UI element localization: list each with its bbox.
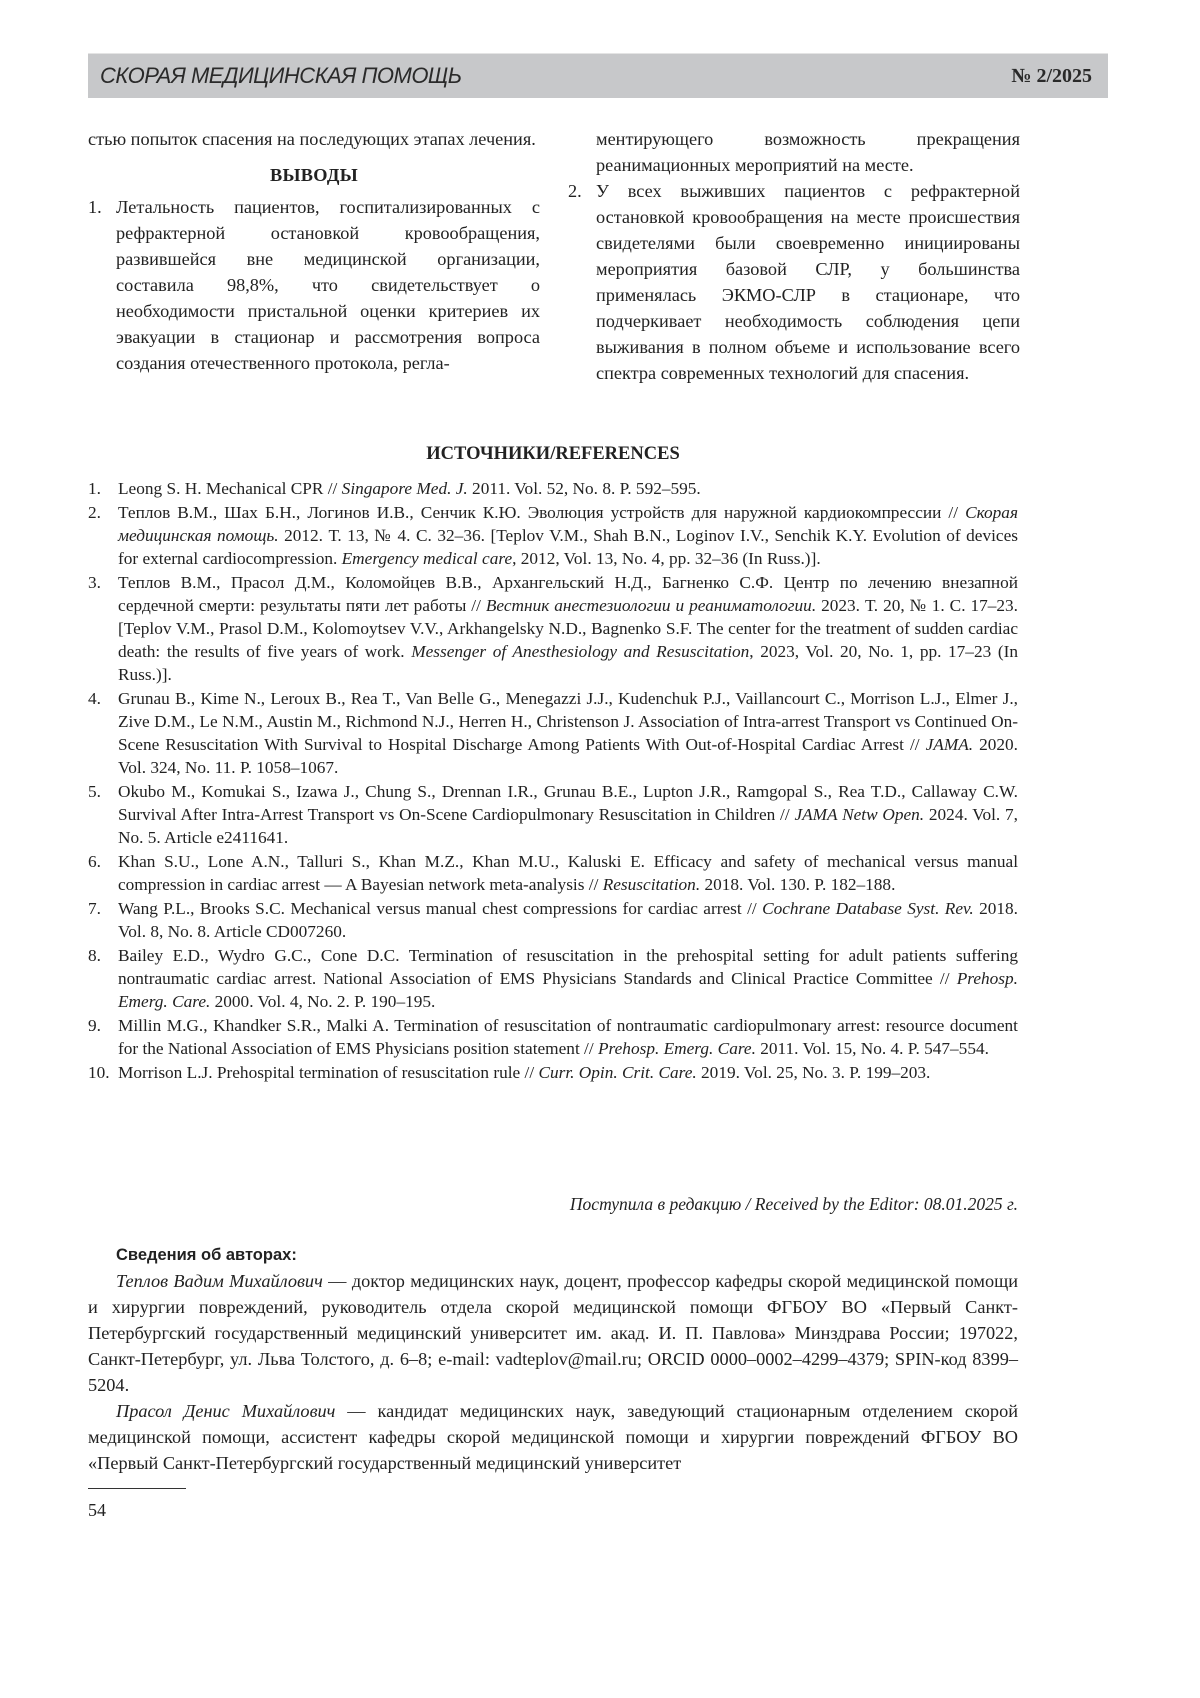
authors-heading: Сведения об авторах:	[88, 1242, 1018, 1268]
reference-source: JAMA.	[926, 735, 974, 754]
reference-source: Emergency medical care	[342, 549, 513, 568]
reference-text: Khan S.U., Lone A.N., Talluri S., Khan M.Z., Khan M.U., Kaluski E. Efficacy and safety of mechanical versus manual compression in cardiac arrest — A Bayesian network meta-analysis //	[118, 852, 1018, 894]
reference-number: 6.	[88, 850, 101, 873]
reference-text: Leong S. H. Mechanical CPR //	[118, 479, 342, 498]
reference-source: Resuscitation.	[603, 875, 700, 894]
reference-text: Wang P.L., Brooks S.C. Mechanical versus manual chest compressions for cardiac arrest //	[118, 899, 762, 918]
reference-text: 2011. Vol. 52, No. 8. P. 592–595.	[468, 479, 701, 498]
reference-source: JAMA Netw Open.	[794, 805, 924, 824]
reference-number: 7.	[88, 897, 101, 920]
reference-item	[88, 780, 1018, 849]
item-text: Летальность пациентов, госпитализированных с рефрактерной остановкой кровообращения, развившейся вне медицинской организации, составила 98,8%, что свидетельствует о необходимости пристальной оценки критериев их эвакуации в стационар и рассмотрения вопроса создания отечественного протокола, регла-	[116, 197, 540, 373]
reference-text: Теплов В.М., Шах Б.Н., Логинов И.В., Сенчик К.Ю. Эволюция устройств для наружной кардиокомпрессии //	[118, 503, 965, 522]
reference-text: 2020. Vol. 324, No. 11. P. 1058–1067.	[118, 735, 1018, 777]
author-name: Прасол Денис Михайлович	[116, 1401, 335, 1421]
reference-item	[88, 897, 1018, 943]
reference-text: 2018. Vol. 130. P. 182–188.	[700, 875, 895, 894]
author-details: — доктор медицинских наук, доцент, профессор кафедры скорой медицинской помощи и хирургии повреждений, руководитель отдела скорой медицинской помощи ФГБОУ ВО «Первый Санкт-Петербургский государственный медицинский университет им. акад. И. П. Павлова» Минздрава России; 197022, Санкт-Петербург, ул. Льва Толстого, д. 6–8; e-mail: vadteplov@mail.ru; ORCID 0000–0002–4299–4379; SPIN-код 8399–5204.	[88, 1271, 1018, 1395]
journal-title: СКОРАЯ МЕДИЦИНСКАЯ ПОМОЩЬ	[100, 63, 462, 89]
reference-number: 8.	[88, 944, 101, 967]
received-date: Поступила в редакцию / Received by the Editor: 08.01.2025 г.	[570, 1194, 1018, 1215]
page-number: 54	[88, 1500, 106, 1521]
reference-text: Bailey E.D., Wydro G.C., Cone D.C. Termination of resuscitation in the prehospital setting for adult patients suffering nontraumatic cardiac arrest. National Association of EMS Physicians Standards and Clinical Practice Committee //	[118, 946, 1018, 988]
reference-item	[88, 571, 1018, 686]
reference-source: Скорая медицинская помощь.	[118, 503, 1018, 545]
right-column	[568, 126, 1020, 386]
conclusion-item	[88, 194, 540, 376]
conclusions-heading: ВЫВОДЫ	[88, 162, 540, 188]
conclusion-item-continued	[568, 126, 1020, 178]
reference-text: 2018. Vol. 8, No. 8. Article CD007260.	[118, 899, 1018, 941]
reference-text: 2011. Vol. 15, No. 4. P. 547–554.	[756, 1039, 989, 1058]
author-info	[88, 1242, 1018, 1476]
item-number: 1.	[88, 194, 102, 220]
reference-text: 2019. Vol. 25, No. 3. P. 199–203.	[697, 1063, 931, 1082]
reference-text: 2023. Т. 20, № 1. С. 17–23. [Teplov V.M., Prasol D.M., Kolomoytsev V.V., Arkhangelsky N.D., Bagnenko S.F. The center for the treatment of sudden cardiac death: the results of five years of work.	[118, 596, 1018, 661]
item-text: У всех выживших пациентов с рефрактерной остановкой кровообращения на месте происшествия свидетелями были своевременно инициированы мероприятия базовой СЛР, у большинства применялась ЭКМО-СЛР в стационаре, что подчеркивает необходимость соблюдения цепи выживания в полном объеме и использование всего спектра современных технологий для спасения.	[596, 181, 1020, 383]
reference-item	[88, 477, 1018, 500]
running-header	[88, 53, 1108, 98]
references-list	[88, 477, 1018, 1085]
reference-item	[88, 687, 1018, 779]
reference-item	[88, 501, 1018, 570]
reference-number: 4.	[88, 687, 101, 710]
author-entry	[88, 1268, 1018, 1398]
reference-number: 9.	[88, 1014, 101, 1037]
reference-number: 2.	[88, 501, 101, 524]
reference-source: Вестник анестезиологии и реаниматологии.	[486, 596, 816, 615]
reference-number: 10.	[88, 1061, 110, 1084]
reference-text: Millin M.G., Khandker S.R., Malki A. Termination of resuscitation of nontraumatic cardiopulmonary arrest: resource document for the National Association of EMS Physicians position statement //	[118, 1016, 1018, 1058]
reference-text: Okubo M., Komukai S., Izawa J., Chung S., Drennan I.R., Grunau B.E., Lupton J.R., Ramgopal S., Rea T.D., Callaway C.W. Survival After Intra-Arrest Transport vs On-Scene Cardiopulmonary Resuscitation in Children //	[118, 782, 1018, 824]
reference-source: Prehosp. Emerg. Care.	[118, 969, 1018, 1011]
reference-text: Morrison L.J. Prehospital termination of resuscitation rule //	[118, 1063, 538, 1082]
item-number: 2.	[568, 178, 582, 204]
reference-source: Messenger of Anesthesiology and Resuscitation	[411, 642, 749, 661]
reference-text: , 2012, Vol. 13, No. 4, pp. 32–36 (In Russ.)].	[512, 549, 821, 568]
reference-text: 2024. Vol. 7, No. 5. Article e2411641.	[118, 805, 1018, 847]
left-column	[88, 126, 540, 376]
conclusion-item	[568, 178, 1020, 386]
reference-number: 5.	[88, 780, 101, 803]
issue-number: № 2/2025	[1011, 65, 1092, 88]
reference-item	[88, 1014, 1018, 1060]
author-details: — кандидат медицинских наук, заведующий стационарным отделением скорой медицинской помощи, ассистент кафедры скорой медицинской помощи и хирургии повреждений ФГБОУ ВО «Первый Санкт-Петербургский государственный медицинский университет	[88, 1401, 1018, 1473]
reference-item	[88, 944, 1018, 1013]
reference-text: 2000. Vol. 4, No. 2. P. 190–195.	[210, 992, 435, 1011]
reference-source: Singapore Med. J.	[342, 479, 468, 498]
reference-number: 1.	[88, 477, 101, 500]
author-name: Теплов Вадим Михайлович	[116, 1271, 323, 1291]
reference-text: 2012. Т. 13, № 4. С. 32–36. [Teplov V.M., Shah B.N., Loginov I.V., Senchik K.Y. Evolution of devices for external cardiocompression.	[118, 526, 1018, 568]
references-heading: ИСТОЧНИКИ/REFERENCES	[88, 444, 1018, 465]
footnote-rule	[88, 1488, 186, 1489]
reference-source: Prehosp. Emerg. Care.	[598, 1039, 756, 1058]
reference-number: 3.	[88, 571, 101, 594]
reference-source: Curr. Opin. Crit. Care.	[538, 1063, 696, 1082]
reference-item	[88, 850, 1018, 896]
reference-text: , 2023, Vol. 20, No. 1, pp. 17–23 (In Russ.)].	[118, 642, 1018, 684]
reference-source: Cochrane Database Syst. Rev.	[762, 899, 974, 918]
author-entry	[88, 1398, 1018, 1476]
continued-paragraph: стью попыток спасения на последующих этапах лечения.	[88, 126, 540, 152]
reference-text: Теплов В.М., Прасол Д.М., Коломойцев В.В., Архангельский Н.Д., Багненко С.Ф. Центр по лечению внезапной сердечной смерти: результаты пяти лет работы //	[118, 573, 1018, 615]
item-text: ментирующего возможность прекращения реанимационных мероприятий на месте.	[596, 129, 1020, 175]
reference-item	[88, 1061, 1018, 1084]
reference-text: Grunau B., Kime N., Leroux B., Rea T., Van Belle G., Menegazzi J.J., Kudenchuk P.J., Vaillancourt C., Morrison L.J., Elmer J., Zive D.M., Le N.M., Austin M., Richmond N.J., Herren H., Christenson J. Association of Intra-arrest Transport vs Continued On-Scene Resuscitation With Survival to Hospital Discharge Among Patients With Out-of-Hospital Cardiac Arrest //	[118, 689, 1018, 754]
